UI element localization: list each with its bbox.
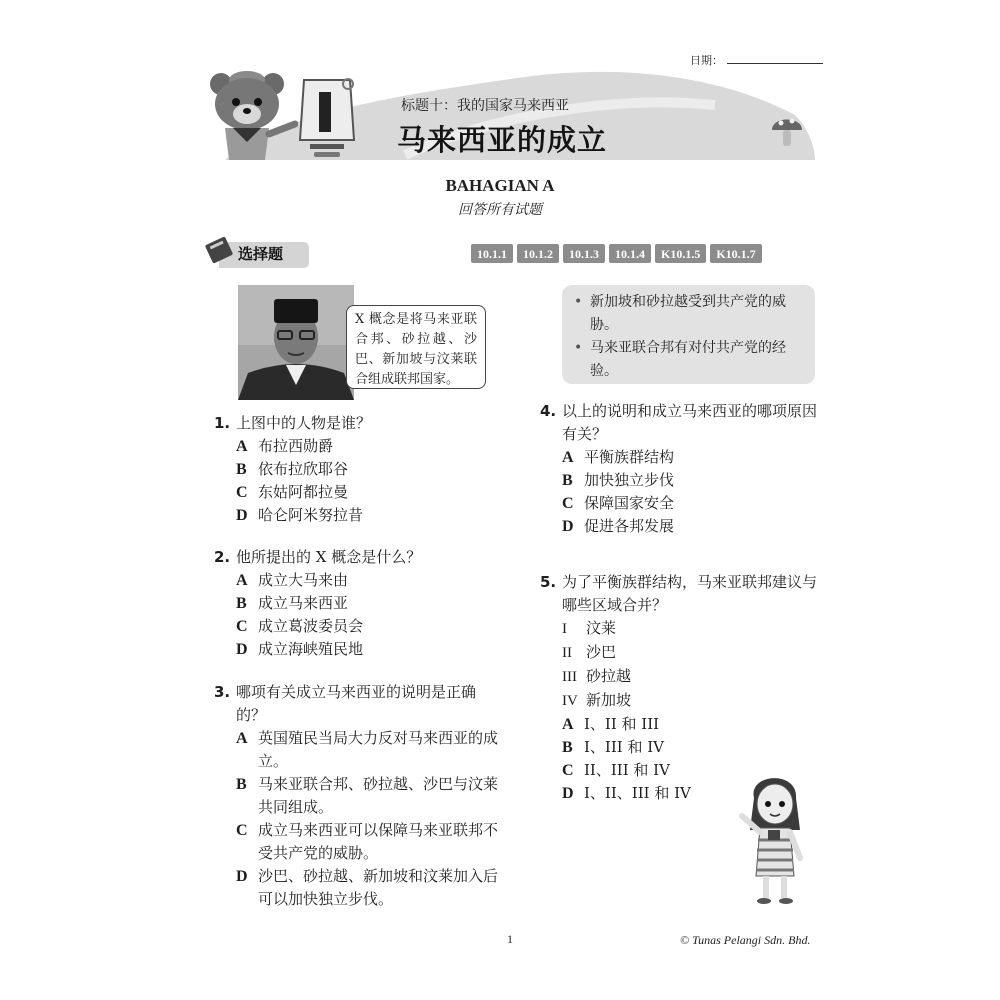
page-number: 1	[507, 932, 513, 946]
option-text: I、III 和 IV	[584, 738, 664, 756]
question-number: 5.	[540, 573, 557, 591]
option-letter: B	[236, 595, 247, 612]
copyright: © Tunas Pelangi Sdn. Bhd.	[680, 933, 811, 947]
curriculum-codes	[471, 244, 762, 263]
roman-item-text: 汶莱	[586, 619, 617, 637]
option-c[interactable]	[236, 481, 504, 504]
bear-mascot-icon	[203, 62, 298, 162]
option-d[interactable]	[236, 504, 504, 527]
date-label: 日期：	[690, 54, 723, 67]
option-letter: A	[236, 572, 248, 589]
option-text: 成立大马来由	[258, 571, 349, 589]
option-letter: A	[562, 449, 574, 466]
roman-item-text: 沙巴	[586, 643, 617, 661]
question-number: 3.	[214, 683, 231, 701]
question-number: 4.	[540, 402, 557, 420]
option-letter: B	[562, 739, 573, 756]
question-text: 上图中的人物是谁？	[236, 414, 372, 432]
option-text: I、II、III 和 IV	[584, 784, 691, 802]
question-number: 1.	[214, 414, 231, 432]
section-subheading: 回答所有试题	[458, 202, 542, 218]
option-letter: B	[236, 776, 247, 793]
roman-item	[562, 665, 822, 689]
date-line	[727, 54, 823, 64]
lamp-icon	[296, 70, 358, 162]
question-text: 以上的说明和成立马来西亚的哪项原因有关？	[562, 402, 818, 443]
info-bullet: • 马来亚联合邦有对付共产党的经验。	[574, 337, 805, 383]
option-a[interactable]	[562, 713, 822, 736]
option-letter: A	[236, 730, 248, 747]
roman-item-text: 新加坡	[586, 691, 632, 709]
question-2	[214, 546, 504, 661]
option-d[interactable]	[236, 865, 500, 911]
option-letter: C	[236, 618, 248, 635]
option-text: 成立葛波委员会	[258, 617, 364, 635]
question-4	[540, 400, 822, 538]
roman-numeral: IV	[562, 693, 578, 709]
roman-numeral: I	[562, 621, 567, 637]
option-text: 哈仑阿米努拉昔	[258, 506, 364, 524]
page-title: 马来西亚的成立	[397, 123, 608, 157]
option-text: 马来亚联合邦、砂拉越、沙巴与汶莱共同组成。	[258, 775, 499, 816]
option-letter: A	[236, 438, 248, 455]
info-bullet: • 新加坡和砂拉越受到共产党的威胁。	[574, 291, 805, 337]
option-letter: D	[562, 785, 574, 802]
option-text: 加快独立步伐	[584, 471, 675, 489]
option-letter: D	[236, 507, 248, 524]
option-text: 东姑阿都拉曼	[258, 483, 349, 501]
code-badge: 10.1.4	[609, 244, 651, 263]
roman-numeral: III	[562, 669, 577, 685]
option-text: II、III 和 IV	[584, 761, 670, 779]
option-text: 成立马来西亚	[258, 594, 349, 612]
option-text: 依布拉欣耶谷	[258, 460, 349, 478]
girl-illustration-icon	[734, 768, 816, 908]
question-number: 2.	[214, 548, 231, 566]
option-d[interactable]	[562, 515, 822, 538]
code-badge: K10.1.7	[710, 244, 761, 263]
option-text: 布拉西勋爵	[258, 437, 334, 455]
option-b[interactable]	[236, 592, 504, 615]
option-text: I、II 和 III	[584, 715, 660, 733]
option-a[interactable]	[236, 569, 504, 592]
mcq-label: 选择题	[238, 245, 284, 263]
roman-numeral: II	[562, 645, 572, 661]
option-letter: D	[562, 518, 574, 535]
option-text: 成立马来西亚可以保障马来亚联邦不受共产党的威胁。	[258, 821, 499, 862]
topic-label: 标题十：我的国家马来西亚	[401, 98, 569, 114]
option-d[interactable]	[236, 638, 504, 661]
option-letter: B	[562, 472, 573, 489]
section-heading: BAHAGIAN A	[445, 176, 555, 195]
question-3	[214, 681, 500, 911]
mushroom-icon	[770, 112, 804, 150]
option-text: 沙巴、砂拉越、新加坡和汶莱加入后可以加快独立步伐。	[258, 867, 499, 908]
option-letter: D	[236, 868, 248, 885]
option-text: 成立海峡殖民地	[258, 640, 364, 658]
code-badge: 10.1.2	[517, 244, 559, 263]
roman-item	[562, 641, 822, 665]
option-b[interactable]	[562, 469, 822, 492]
question-text: 哪项有关成立马来西亚的说明是正确的？	[236, 683, 477, 724]
option-a[interactable]	[236, 727, 500, 773]
question-1	[214, 412, 504, 527]
option-letter: A	[562, 716, 574, 733]
option-letter: C	[562, 762, 574, 779]
option-text: 英国殖民当局大力反对马来西亚的成立。	[258, 729, 499, 770]
option-b[interactable]	[562, 736, 822, 759]
option-text: 促进各邦发展	[584, 517, 675, 535]
question-text: 为了平衡族群结构，马来亚联邦建议与哪些区域合并？	[562, 573, 818, 614]
code-badge: 10.1.1	[471, 244, 513, 263]
option-c[interactable]	[236, 615, 504, 638]
option-letter: C	[236, 822, 248, 839]
portrait-photo	[238, 285, 354, 400]
roman-item-text: 砂拉越	[586, 667, 632, 685]
code-badge: 10.1.3	[563, 244, 605, 263]
option-b[interactable]	[236, 458, 504, 481]
option-letter: D	[236, 641, 248, 658]
option-letter: B	[236, 461, 247, 478]
info-box	[562, 285, 815, 384]
roman-item	[562, 689, 822, 713]
option-a[interactable]	[562, 446, 822, 469]
date-field	[690, 52, 823, 68]
option-letter: C	[236, 484, 248, 501]
speech-bubble: X 概念是将马来亚联合邦、砂拉越、沙巴、新加坡与汶莱联合组成联邦国家。	[346, 305, 486, 389]
portrait-icon	[238, 285, 354, 400]
option-b[interactable]	[236, 773, 500, 819]
option-text: 保障国家安全	[584, 494, 675, 512]
option-a[interactable]	[236, 435, 504, 458]
option-text: 平衡族群结构	[584, 448, 675, 466]
option-c[interactable]	[236, 819, 500, 865]
question-text: 他所提出的 X 概念是什么？	[236, 548, 422, 566]
roman-item	[562, 617, 822, 641]
option-letter: C	[562, 495, 574, 512]
option-c[interactable]	[562, 492, 822, 515]
code-badge: K10.1.5	[655, 244, 706, 263]
